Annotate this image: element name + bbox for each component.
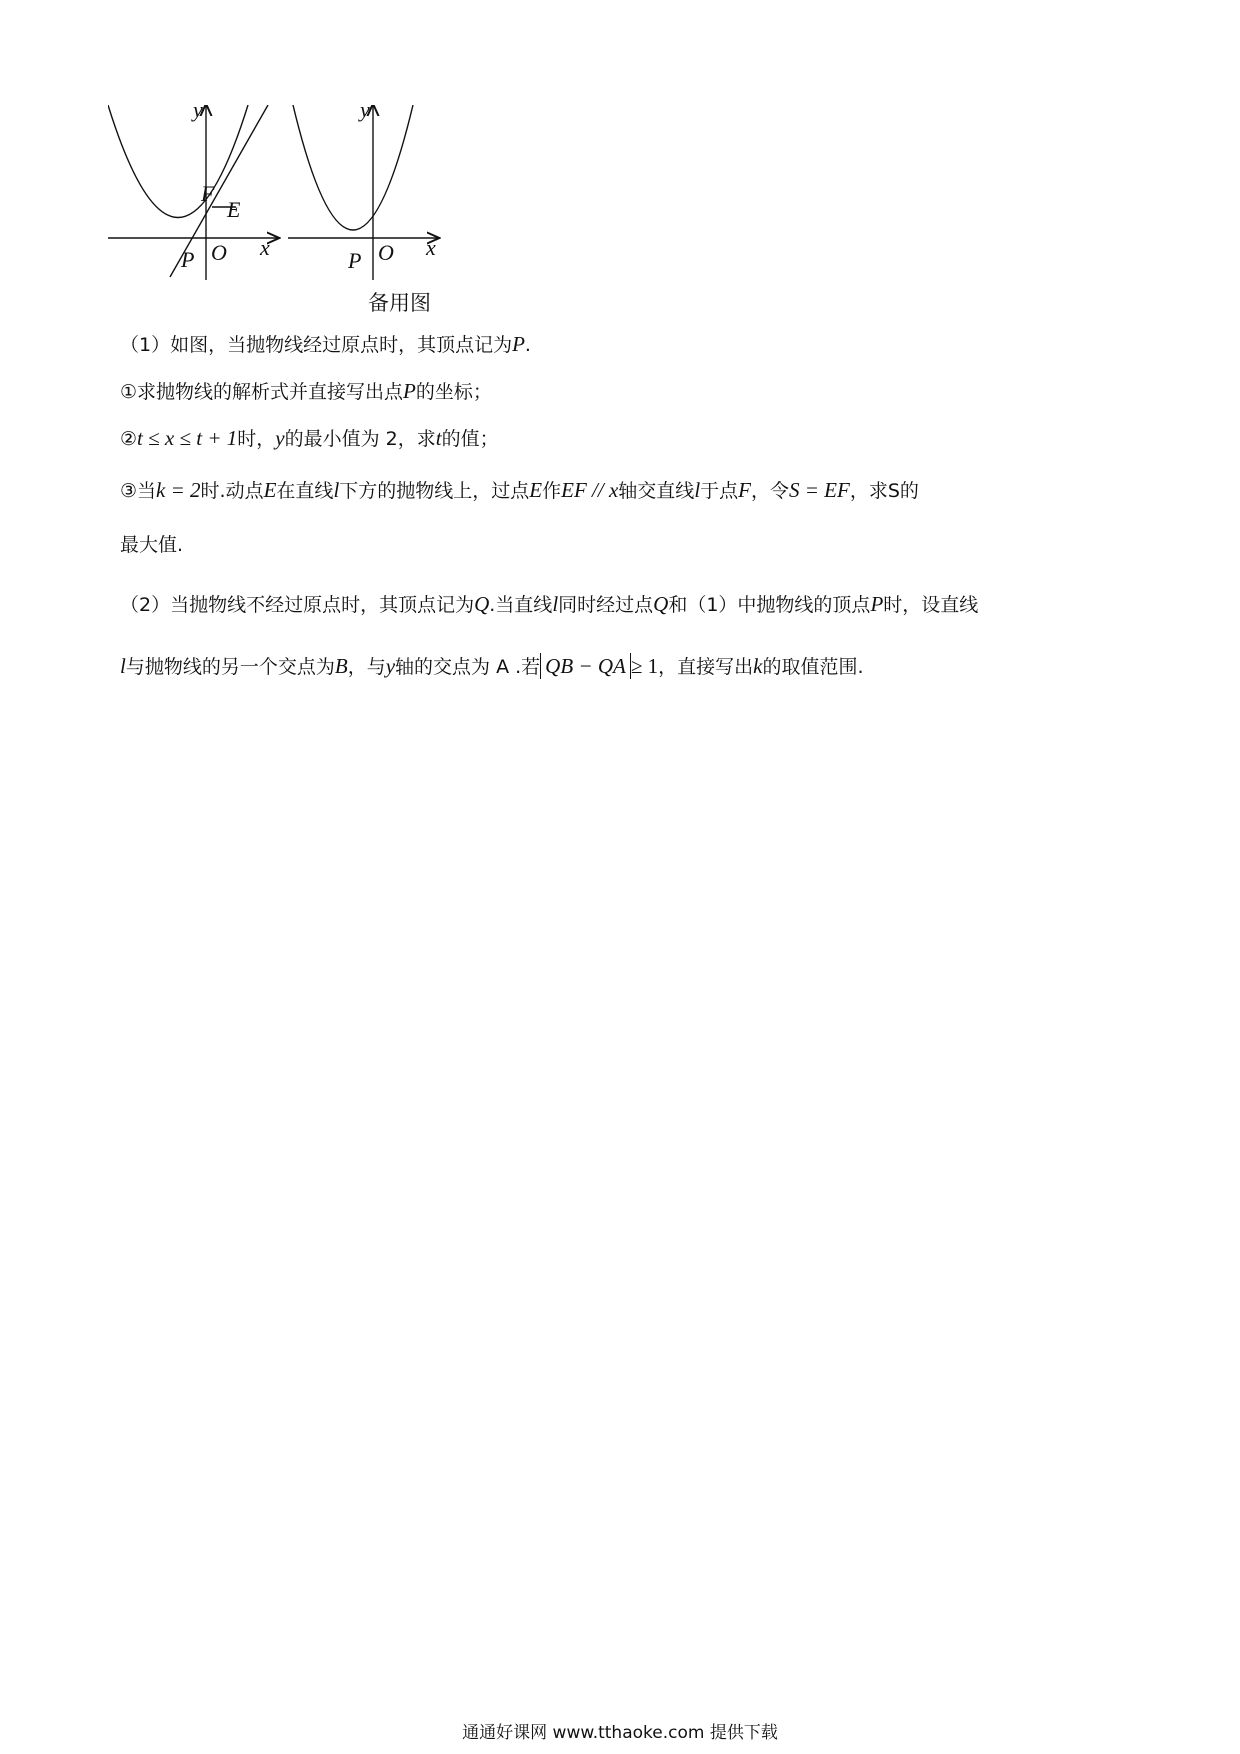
abs-expression: QB − QA	[540, 653, 631, 679]
label-o1: O	[211, 240, 227, 265]
part2-line2: l与抛物线的另一个交点为B，与y轴的交点为 A .若 QB − QA ≥ 1，直接写出k的取值范围.	[120, 654, 864, 678]
part2-line1: （2）当抛物线不经过原点时，其顶点记为Q.当直线l同时经过点Q和（1）中抛物线的顶点P时，设直线	[120, 592, 979, 616]
label-e1: E	[227, 197, 241, 222]
label-y2: y	[360, 105, 370, 122]
main-figure	[108, 105, 278, 280]
backup-figure	[288, 105, 438, 280]
label-y1: y	[193, 105, 203, 122]
parabola-figures	[108, 105, 508, 285]
question-1: ①求抛物线的解析式并直接写出点P的坐标；	[120, 379, 492, 403]
label-x1: x	[260, 235, 270, 260]
question-2: ②t ≤ x ≤ t + 1时，y的最小值为 2，求t的值；	[120, 426, 499, 450]
figure-caption: 备用图	[368, 291, 431, 315]
figures	[108, 105, 508, 315]
label-p1: P	[181, 247, 195, 272]
label-f1: F	[201, 181, 215, 206]
parabola-2	[293, 105, 413, 230]
part1-intro: （1）如图，当抛物线经过原点时，其顶点记为P.	[120, 332, 531, 356]
label-p2: P	[348, 248, 362, 273]
footer-text: 通通好课网 www.tthaoke.com 提供下载	[462, 1723, 778, 1743]
question-3: ③当k = 2时.动点E在直线l下方的抛物线上，过点E作EF // x轴交直线l于点F，令S = EF，求S的	[120, 478, 919, 502]
question-3-cont: 最大值.	[120, 534, 184, 556]
label-o2: O	[378, 240, 394, 265]
label-x2: x	[426, 235, 436, 260]
